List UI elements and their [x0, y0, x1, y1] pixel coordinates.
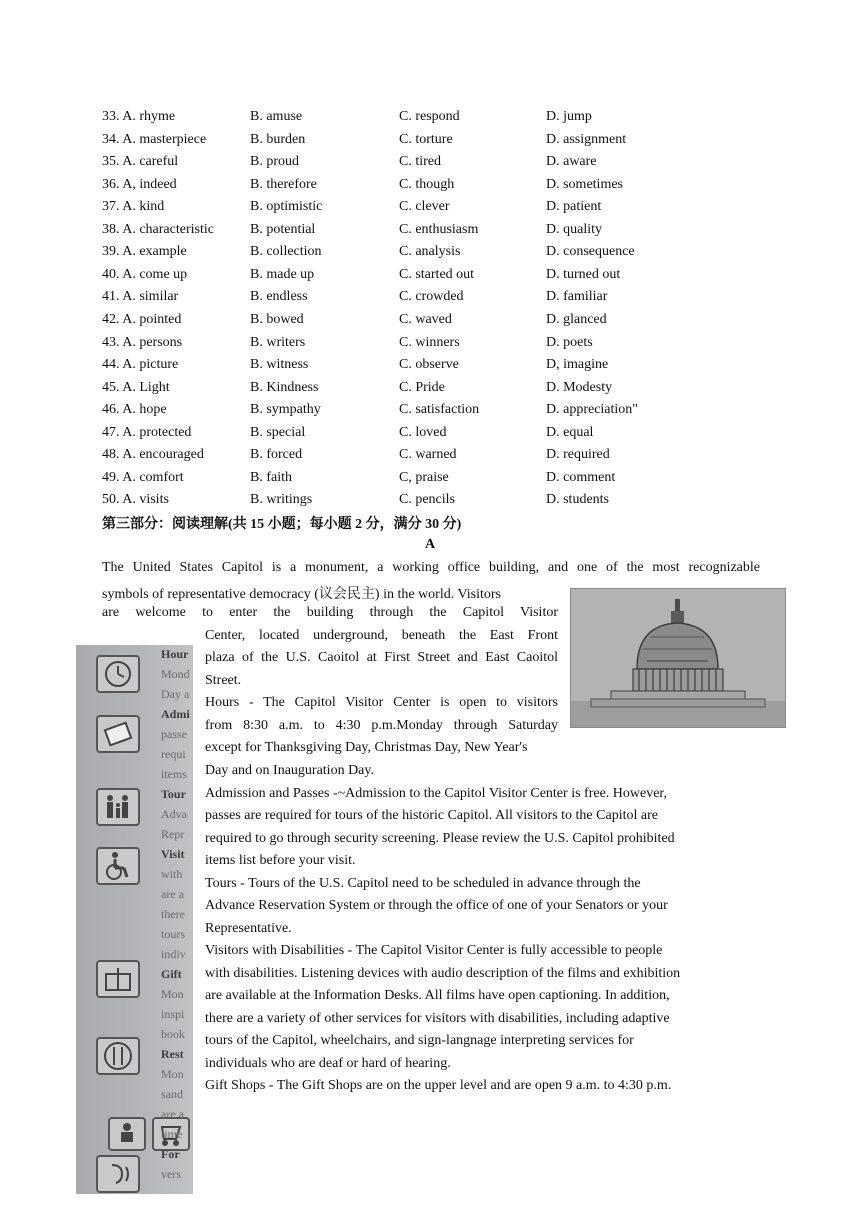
option-a: 42. A. pointed	[102, 311, 182, 327]
option-d: D. quality	[546, 221, 602, 237]
passage-line: items list before your visit.	[205, 853, 356, 868]
option-a: 34. A. masterpiece	[102, 131, 207, 147]
family-icon	[96, 788, 140, 826]
option-d: D. jump	[546, 109, 592, 124]
option-a: 48. A. encouraged	[102, 447, 204, 463]
section-heading: 第三部分：阅读理解(共 15 小题；每小题 2 分，满分 30 分)	[102, 517, 462, 532]
strip-fragment: Mond	[161, 667, 190, 681]
option-a: 36. A, indeed	[102, 176, 177, 192]
passage-letter: A	[425, 537, 436, 552]
strip-fragment: Repr	[161, 827, 185, 841]
strip-fragment: tours	[161, 927, 185, 941]
option-c: C. observe	[399, 357, 459, 373]
option-b: B. faith	[250, 469, 292, 485]
option-c: C. Pride	[399, 379, 445, 395]
option-a: 45. A. Light	[102, 379, 170, 395]
option-a: 47. A. protected	[102, 424, 192, 440]
option-d: D. comment	[546, 469, 616, 485]
capitol-dome-illustration	[571, 589, 785, 727]
option-c: C. started out	[399, 266, 475, 282]
option-b: B. burden	[250, 131, 306, 147]
option-d: D. aware	[546, 154, 597, 170]
option-b: B. sympathy	[250, 402, 321, 418]
option-c: C. enthusiasm	[399, 221, 479, 237]
passage-line: The United States Capitol is a monument, a working office building, and one of the most recognizable	[102, 560, 760, 575]
passage-line: Advance Reservation System or through the office of one of your Senators or your	[205, 898, 668, 913]
option-a: 40. A. come up	[102, 266, 188, 282]
strip-fragment: book	[161, 1027, 185, 1041]
option-d: D. Modesty	[546, 379, 613, 395]
strip-fragment: time	[161, 1127, 183, 1141]
option-c: C. pencils	[399, 492, 455, 508]
option-c: C. analysis	[399, 244, 461, 260]
option-d: D. equal	[546, 424, 594, 440]
option-d: D. familiar	[546, 289, 608, 305]
passage-line: from 8:30 a.m. to 4:30 p.m.Monday through Saturday	[205, 718, 558, 733]
option-b: B. optimistic	[250, 199, 323, 215]
wheelchair-icon	[96, 847, 140, 885]
strip-fragment: Day a	[161, 687, 190, 701]
option-b: B. proud	[250, 154, 299, 170]
passage-line: are available at the Information Desks. All films have open captioning. In addition,	[205, 988, 670, 1003]
capitol-dome-photo	[570, 588, 786, 728]
passage-line: symbols of representative democracy (议会民主) in the world. Visitors	[102, 587, 501, 602]
option-c: C. waved	[399, 311, 452, 327]
option-c: C. clever	[399, 199, 450, 215]
passage-line: Gift Shops - The Gift Shops are on the upper level and are open 9 a.m. to 4:30 p.m.	[205, 1078, 672, 1093]
strip-fragment: requi	[161, 747, 186, 761]
strip-fragment: inspi	[161, 1007, 185, 1021]
option-b: B. amuse	[250, 109, 303, 124]
option-a: 49. A. comfort	[102, 469, 184, 485]
strip-fragment: there	[161, 907, 185, 921]
hearing-assist-icon	[96, 1155, 140, 1193]
strip-fragment: Visit	[161, 847, 185, 861]
option-c: C. tired	[399, 154, 441, 170]
option-b: B. bowed	[250, 311, 304, 327]
option-b: B. therefore	[250, 176, 317, 192]
option-b: B. collection	[250, 244, 322, 260]
passage-line: except for Thanksgiving Day, Christmas Day, New Year's	[205, 740, 528, 755]
option-c: C. crowded	[399, 289, 464, 305]
option-d: D. students	[546, 492, 609, 508]
option-b: B. witness	[250, 357, 309, 373]
restaurant-icon	[96, 1037, 140, 1075]
option-a: 41. A. similar	[102, 289, 179, 305]
option-a: 43. A. persons	[102, 334, 183, 350]
strip-fragment: Tour	[161, 787, 186, 801]
strip-fragment: vers	[161, 1167, 181, 1181]
option-d: D. poets	[546, 334, 593, 350]
passage-line: there are a variety of other services for visitors with disabilities, including adaptive	[205, 1011, 670, 1026]
option-c: C. loved	[399, 424, 447, 440]
option-c: C. warned	[399, 447, 457, 463]
option-d: D. sometimes	[546, 176, 623, 192]
option-c: C. satisfaction	[399, 402, 480, 418]
option-a: 39. A. example	[102, 244, 187, 260]
strip-fragment: are a	[161, 1107, 184, 1121]
strip-fragment: passe	[161, 727, 187, 741]
option-a: 38. A. characteristic	[102, 221, 214, 237]
option-a: 44. A. picture	[102, 357, 179, 373]
strip-fragment: sand	[161, 1087, 183, 1101]
option-b: B. made up	[250, 266, 315, 282]
strip-fragment: Mon	[161, 987, 184, 1001]
option-d: D. consequence	[546, 244, 635, 260]
option-c: C, praise	[399, 469, 449, 485]
strip-fragment: Rest	[161, 1047, 184, 1061]
clock-icon	[96, 655, 140, 693]
option-d: D. turned out	[546, 266, 621, 282]
option-c: C. winners	[399, 334, 460, 350]
ticket-icon	[96, 715, 140, 753]
option-d: D. required	[546, 447, 610, 463]
option-d: D. glanced	[546, 311, 607, 327]
option-a: 35. A. careful	[102, 154, 179, 170]
strip-fragment: are a	[161, 887, 184, 901]
strip-fragment: with	[161, 867, 183, 881]
option-d: D. assignment	[546, 131, 627, 147]
strip-fragment: Admi	[161, 707, 190, 721]
option-a: 33. A. rhyme	[102, 109, 176, 124]
option-c: C. though	[399, 176, 455, 192]
passage-line: Street.	[205, 673, 242, 688]
option-b: B. potential	[250, 221, 316, 237]
strip-fragment: items	[161, 767, 187, 781]
option-a: 37. A. kind	[102, 199, 165, 215]
strip-fragment: Hour	[161, 647, 189, 661]
option-a: 46. A. hope	[102, 402, 167, 418]
option-b: B. special	[250, 424, 306, 440]
strip-fragment: For	[161, 1147, 180, 1161]
option-b: B. Kindness	[250, 379, 319, 395]
passage-line: Center, located underground, beneath the East Front	[205, 628, 558, 643]
passage-line: Admission and Passes -~Admission to the Capitol Visitor Center is free. However,	[205, 786, 668, 801]
baby-care-icon	[108, 1117, 146, 1151]
option-d: D, imagine	[546, 357, 609, 373]
option-b: B. endless	[250, 289, 308, 305]
passage-line: required to go through security screening. Please review the U.S. Capitol prohibited	[205, 831, 675, 846]
option-a: 50. A. visits	[102, 492, 169, 508]
option-c: C. respond	[399, 109, 460, 124]
option-d: D. patient	[546, 199, 602, 215]
option-b: B. writers	[250, 334, 306, 350]
strip-fragment: indiv	[161, 947, 186, 961]
option-d: D. appreciation"	[546, 402, 639, 418]
passage-line: Visitors with Disabilities - The Capitol Visitor Center is fully accessible to people	[205, 943, 663, 958]
passage-line: Representative.	[205, 921, 292, 936]
passage-line: Hours - The Capitol Visitor Center is open to visitors	[205, 695, 558, 710]
gift-book-icon	[96, 960, 140, 998]
passage-line: individuals who are deaf or hard of hearing.	[205, 1056, 451, 1071]
strip-fragment: Adva	[161, 807, 187, 821]
passage-line: tours of the Capitol, wheelchairs, and sign-langnage interpreting services for	[205, 1033, 634, 1048]
passage-line: are welcome to enter the building through the Capitol Visitor	[102, 605, 558, 620]
passage-line: Day and on Inauguration Day.	[205, 763, 374, 778]
passage-line: plaza of the U.S. Caoitol at First Street and East Caoitol	[205, 650, 558, 665]
strip-fragment: Mon	[161, 1067, 184, 1081]
scanned-side-strip	[76, 645, 193, 1194]
passage-line: passes are required for tours of the historic Capitol. All visitors to the Capitol are	[205, 808, 658, 823]
option-b: B. forced	[250, 447, 303, 463]
option-c: C. torture	[399, 131, 453, 147]
option-b: B. writings	[250, 492, 313, 508]
passage-line: with disabilities. Listening devices with audio description of the films and exhibition	[205, 966, 681, 981]
passage-line: Tours - Tours of the U.S. Capitol need to be scheduled in advance through the	[205, 876, 641, 891]
strip-fragment: Gift	[161, 967, 182, 981]
